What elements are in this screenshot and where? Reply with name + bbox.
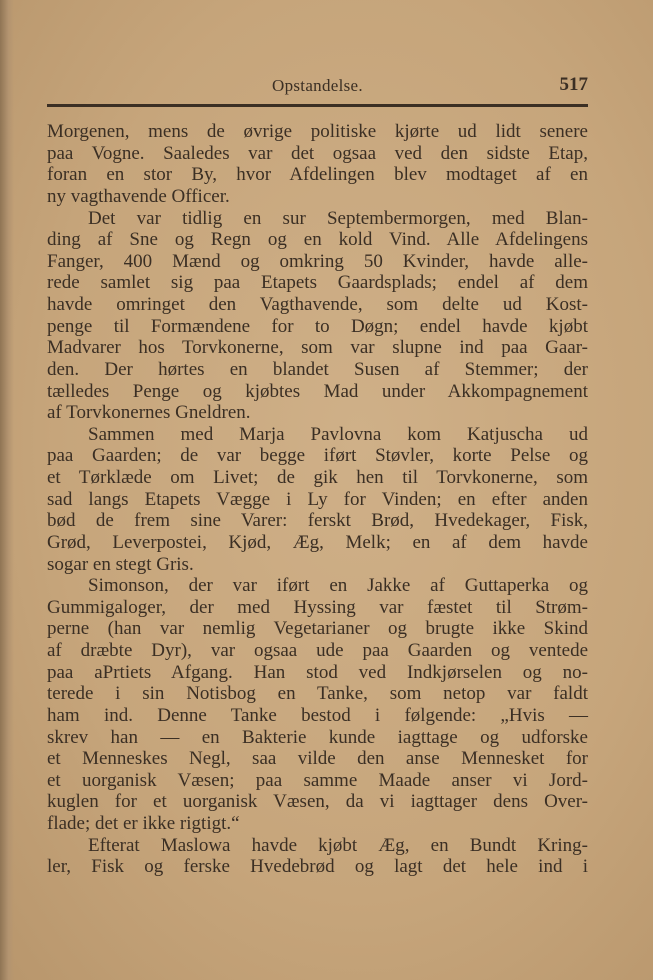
- text-line: havde omringet den Vagthavende, som delte ud Kost-: [47, 294, 588, 315]
- text-line: sad langs Etapets Vægge i Ly for Vinden; en efter anden: [47, 488, 588, 510]
- text-line: Gummigaloger, der med Hyssing var fæstet til Strøm-: [47, 596, 588, 618]
- page-gutter-shadow: [0, 0, 14, 980]
- text-line: terede i sin Notisbog en Tanke, som netop var faldt: [47, 683, 588, 705]
- paragraph: [47, 208, 588, 424]
- text-line: af dræbte Dyr), var ogsaa ude paa Gaarden og ventede: [47, 640, 588, 661]
- text-line: kuglen for et uorganisk Væsen, da vi iagttager dens Over-: [47, 791, 588, 813]
- text-line: rede samlet sig paa Etapets Gaardsplads; endel af dem: [47, 272, 588, 294]
- text-line: foran en stor By, hvor Afdelingen blev modtaget af en: [47, 164, 588, 186]
- page-number: 517: [559, 74, 588, 95]
- text-line: et Menneskes Negl, saa vilde den anse Mennesket for: [47, 748, 588, 770]
- running-title: Opstandelse.: [272, 76, 363, 95]
- text-line: paa aPrtiets Afgang. Han stod ved Indkjørselen og no-: [47, 661, 588, 683]
- text-line: sogar en stegt Gris.: [47, 553, 194, 575]
- text-line: skrev han — en Bakterie kunde iagttage og udforske: [47, 726, 588, 748]
- text-line: et Tørklæde om Livet; de gik hen til Torvkonerne, som: [47, 467, 588, 488]
- header-rule: [47, 104, 588, 107]
- text-line: Grød, Leverpostei, Kjød, Æg, Melk; en af dem havde: [47, 531, 588, 553]
- text-line: Simonson, der var iført en Jakke af Guttaperka og: [88, 575, 588, 597]
- text-line: et uorganisk Væsen; paa samme Maade anser vi Jord-: [47, 769, 588, 791]
- text-line: den. Der hørtes en blandet Susen af Stemmer; der: [47, 358, 588, 380]
- text-line: ham ind. Denne Tanke bestod i følgende: „Hvis —: [47, 704, 588, 726]
- text-line: Fanger, 400 Mænd og omkring 50 Kvinder, havde alle-: [47, 250, 588, 272]
- text-line: Sammen med Marja Pavlovna kom Katjuscha ud: [88, 423, 588, 445]
- text-line: Morgenen, mens de øvrige politiske kjørte ud lidt senere: [47, 121, 588, 142]
- text-line: Det var tidlig en sur Septembermorgen, med Blan-: [88, 207, 588, 229]
- body-text: [47, 121, 588, 878]
- paragraph: [47, 835, 588, 878]
- paragraph: [47, 121, 588, 208]
- text-line: perne (han var nemlig Vegetarianer og brugte ikke Skind: [47, 618, 588, 640]
- text-line: ny vagthavende Officer.: [47, 185, 230, 207]
- text-line: Madvarer hos Torvkonerne, som var slupne ind paa Gaar-: [47, 337, 588, 359]
- text-line: penge til Formændene for to Døgn; endel havde kjøbt: [47, 315, 588, 337]
- text-line: flade; det er ikke rigtigt.“: [47, 813, 240, 834]
- page-header: [47, 74, 588, 102]
- text-line: bød de frem sine Varer: ferskt Brød, Hvedekager, Fisk,: [47, 510, 588, 532]
- paragraph: [47, 424, 588, 575]
- text-line: paa Gaarden; de var begge iført Støvler, korte Pelse og: [47, 445, 588, 467]
- text-line: Efterat Maslowa havde kjøbt Æg, en Bundt Kring-: [88, 834, 588, 856]
- paragraph: [47, 575, 588, 835]
- text-line: ler, Fisk og ferske Hvedebrød og lagt det hele ind i: [47, 856, 588, 878]
- text-line: tælledes Penge og kjøbtes Mad under Akkompagnement: [47, 380, 588, 402]
- text-line: ding af Sne og Regn og en kold Vind. Alle Afdelingens: [47, 229, 588, 251]
- text-line: paa Vogne. Saaledes var det ogsaa ved den sidste Etap,: [47, 142, 588, 164]
- text-line: af Torvkonernes Gneldren.: [47, 402, 251, 424]
